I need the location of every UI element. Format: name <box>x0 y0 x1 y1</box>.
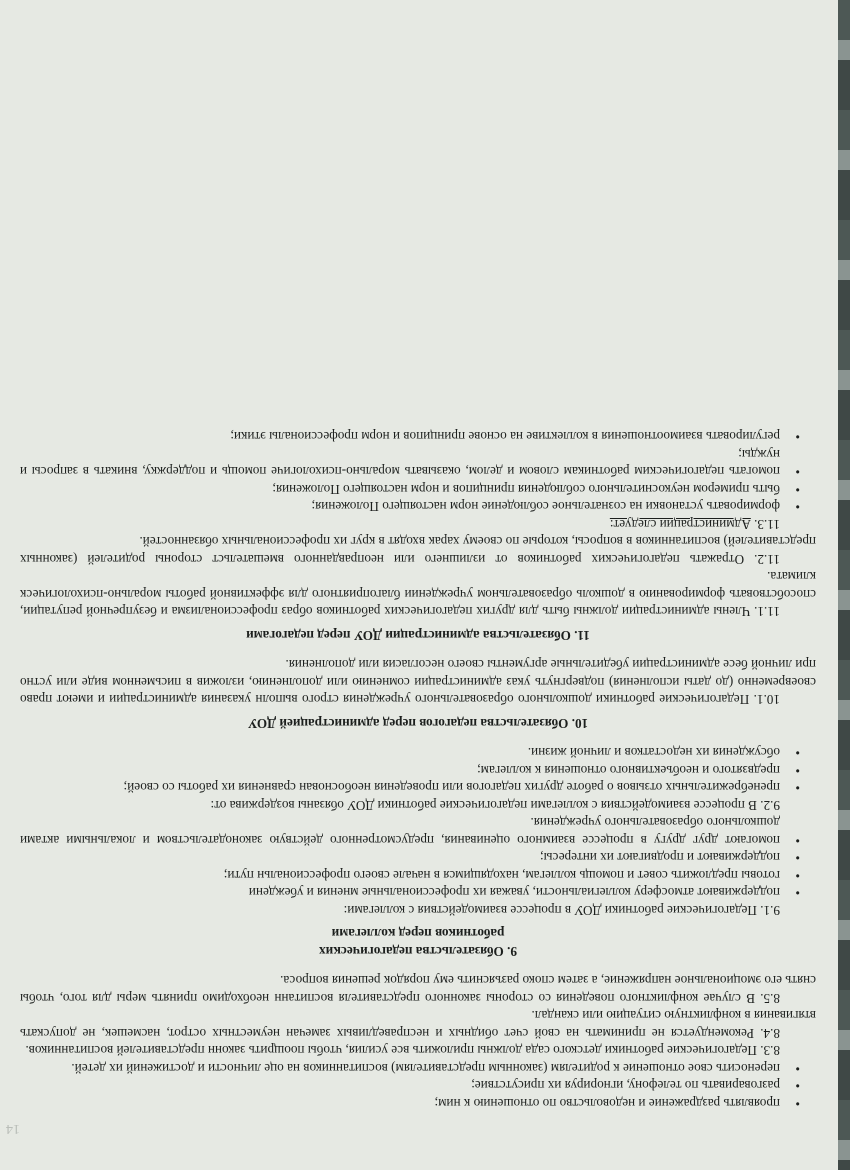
list-item: • готовы предложить совет и помощь коллегам, находящимся в начале своего профессиональн пути; <box>20 867 780 885</box>
list-item: • пренебрежительных отзывов о работе других педагогов или проведения необоснован сравнения их работы со своей; <box>20 779 780 797</box>
paragraph-11-1: 11.1. Члены администрации должны быть для других педагогических работников образ профессионализма и безупречной репутации, способствовать формированию в дошколь образовательном учреждении благоприятного для эффективной работы морально-психологическ климата. <box>20 569 816 620</box>
page-corner-mark: 14 <box>6 1121 20 1137</box>
paragraph-11-3-label: Администрации следует: <box>609 517 751 532</box>
bullet-list-9-1 <box>20 814 816 902</box>
list-item: • регулировать взаимоотношения в коллективе на основе принципов и норм профессионалы этики; <box>20 428 780 446</box>
heading-9-line-2: работников перед коллегами <box>331 926 505 942</box>
bullet-list-parents <box>20 1060 816 1113</box>
paragraph-9-1: 9.1. Педагогические работники ДОУ в процессе взаимодействия с коллегами: <box>343 903 780 918</box>
paragraph-9-2: 9.2. В процессе взаимодействия с коллегами педагогические работники ДОУ обязаны воздержива от: <box>210 798 780 813</box>
scan-edge-strip <box>838 0 850 1170</box>
paragraph-8-3: 8.3. Педагогические работники детского сада должны приложить все усилия, чтобы поощрить законн представителей воспитанников. <box>25 1043 780 1059</box>
heading-9-line-1: 9. Обязательства педагогических <box>319 944 517 959</box>
list-item: • формировать установки на сознательное соблюдение норм настоящего Положения; <box>20 498 780 516</box>
list-item: • переносить свое отношение к родителям (законным представителям) воспитанников на оце личности и достижений их детей. <box>20 1060 780 1078</box>
list-item: • проявлять раздражение и недовольство по отношению к ним; <box>20 1095 780 1113</box>
list-item: • обсуждения их недостатков и личной жизни. <box>20 744 780 762</box>
paragraph-8-5: 8.5. В случае конфликтного поведения со стороны законного представителя воспитанн необходимо принять меры для того, чтобы снять его эмоциональное напряжение, а затем споко разъяснить ему порядок решения вопроса. <box>20 973 816 1006</box>
paragraph-8-4: 8.4. Рекомендуется не принимать на свой счет обидных и несправедливых замечан неуместных острот, насмешек, не допускать втягивания в конфликтную ситуацию или скандал. <box>20 1008 816 1041</box>
list-item: • поддерживают атмосферу коллегиальности, уважая их профессиональные мнения и убеждени <box>20 884 780 902</box>
section-heading-9 <box>20 925 816 960</box>
paragraph-10-1: 10.1. Педагогические работники дошкольного образовательного учреждения строго выполн указания администрации и имеют право своевременно (до даты исполнения) подвергнуть указ администрации сомнению или дополнению, изложив в письменном виде или устно при личной бесе администрации убедительные аргументы своего несогласия или дополнения. <box>20 657 816 708</box>
list-item: • предвзятого и необъективного отношения к коллегам; <box>20 762 780 780</box>
list-item: • быть примером неукоснительного соблюдения принципов и норм настоящего Положения; <box>20 481 780 499</box>
list-item: • поддерживают и продвигают их интересы; <box>20 849 780 867</box>
section-heading-11: 11. Обязательства администрации ДОУ перед педагогами <box>246 628 590 643</box>
list-item: • помогать педагогическим работникам словом и делом, оказывать морально-психологиче помощь и поддержку, вникать в запросы и нужды; <box>20 446 780 481</box>
list-item: • разговаривать по телефону, игнорируя их присутствие; <box>20 1077 780 1095</box>
bullet-list-9-2 <box>20 744 816 797</box>
paragraph-11-3-number: 11.3. <box>754 517 780 532</box>
paragraph-11-3 <box>20 516 816 534</box>
bullet-list-11-3 <box>20 428 816 516</box>
section-heading-10: 10. Обязательства педагогов перед администрацией ДОУ <box>247 716 589 731</box>
list-item: • помогают друг другу в процессе взаимного оценивания, предусмотренного действую законодательством и локальными актами дошкольного образовательного учреждения. <box>20 814 780 849</box>
paragraph-11-2: 11.2. Отражать педагогических работников от излишнего или неоправданного вмешательст стороны родителей (законных представителей) воспитанников в вопросы, которые по своему харак входят в круг их профессиональных обязанностей. <box>20 534 816 567</box>
